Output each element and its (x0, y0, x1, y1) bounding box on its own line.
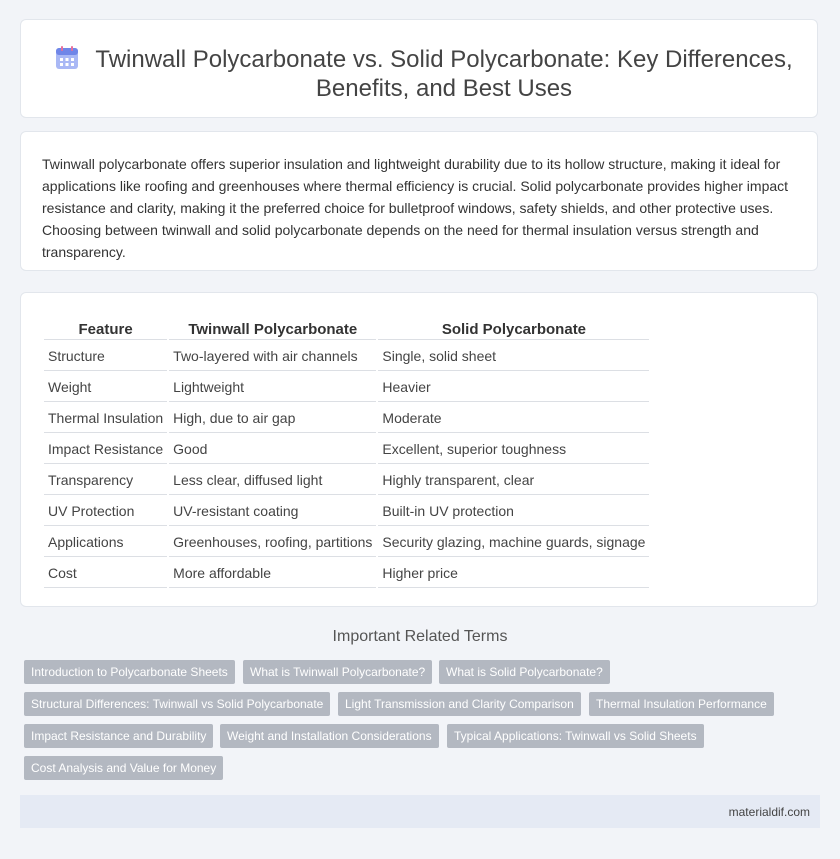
table-row (44, 342, 649, 371)
table-cell: Transparency (44, 466, 167, 495)
table-row (44, 559, 649, 588)
table-cell: Security glazing, machine guards, signage (378, 528, 649, 557)
table-cell: More affordable (169, 559, 376, 588)
related-term-tag[interactable]: What is Solid Polycarbonate? (439, 660, 610, 684)
related-term-tag[interactable]: Introduction to Polycarbonate Sheets (24, 660, 235, 684)
related-term-tag[interactable]: Structural Differences: Twinwall vs Solid Polycarbonate (24, 692, 330, 716)
table-cell: Thermal Insulation (44, 404, 167, 433)
related-term-tag[interactable]: Cost Analysis and Value for Money (24, 756, 223, 780)
table-cell: High, due to air gap (169, 404, 376, 433)
footer-site[interactable]: materialdif.com (728, 805, 810, 819)
table-cell: Built-in UV protection (378, 497, 649, 526)
comparison-table (42, 315, 651, 590)
table-cell: Less clear, diffused light (169, 466, 376, 495)
footer (20, 795, 820, 828)
table-header-row (44, 317, 649, 340)
table-cell: Greenhouses, roofing, partitions (169, 528, 376, 557)
column-header: Twinwall Polycarbonate (169, 317, 376, 340)
related-term-tag[interactable]: Light Transmission and Clarity Comparison (338, 692, 581, 716)
header-card (20, 19, 818, 118)
calendar-icon (54, 45, 80, 71)
column-header: Feature (44, 317, 167, 340)
table-cell: Heavier (378, 373, 649, 402)
related-term-tag[interactable]: Thermal Insulation Performance (589, 692, 774, 716)
related-term-tag[interactable]: Weight and Installation Considerations (220, 724, 439, 748)
table-cell: UV Protection (44, 497, 167, 526)
related-term-tag[interactable]: Typical Applications: Twinwall vs Solid Sheets (447, 724, 704, 748)
table-cell: Higher price (378, 559, 649, 588)
table-cell: Excellent, superior toughness (378, 435, 649, 464)
table-row (44, 373, 649, 402)
related-term-tag[interactable]: Impact Resistance and Durability (24, 724, 213, 748)
table-row (44, 435, 649, 464)
table-cell: Weight (44, 373, 167, 402)
table-cell: Moderate (378, 404, 649, 433)
table-cell: Cost (44, 559, 167, 588)
table-row (44, 497, 649, 526)
column-header: Solid Polycarbonate (378, 317, 649, 340)
table-cell: Highly transparent, clear (378, 466, 649, 495)
table-cell: Single, solid sheet (378, 342, 649, 371)
table-row (44, 466, 649, 495)
related-terms-title: Important Related Terms (332, 628, 508, 645)
page-title: Twinwall Polycarbonate vs. Solid Polycarbonate: Key Differences, Benefits, and Best Uses (95, 46, 793, 102)
table-cell: Lightweight (169, 373, 376, 402)
comparison-table-card (20, 292, 818, 607)
related-term-tag[interactable]: What is Twinwall Polycarbonate? (243, 660, 432, 684)
table-row (44, 404, 649, 433)
summary-card (20, 131, 818, 271)
table-cell: Impact Resistance (44, 435, 167, 464)
table-cell: Structure (44, 342, 167, 371)
table-cell: Applications (44, 528, 167, 557)
table-cell: Two-layered with air channels (169, 342, 376, 371)
table-row (44, 528, 649, 557)
table-cell: Good (169, 435, 376, 464)
table-cell: UV-resistant coating (169, 497, 376, 526)
summary-text: Twinwall polycarbonate offers superior insulation and lightweight durability due to its hollow structure, making it ideal for applications like roofing and greenhouses where thermal efficiency is crucial. Solid polycarbonate provides higher impact resistance and clarity, making it the preferred choice for bulletproof windows, safety shields, and other protective uses. Choosing between twinwall and solid polycarbonate depends on the need for thermal insulation versus strength and transparency. (42, 156, 789, 260)
